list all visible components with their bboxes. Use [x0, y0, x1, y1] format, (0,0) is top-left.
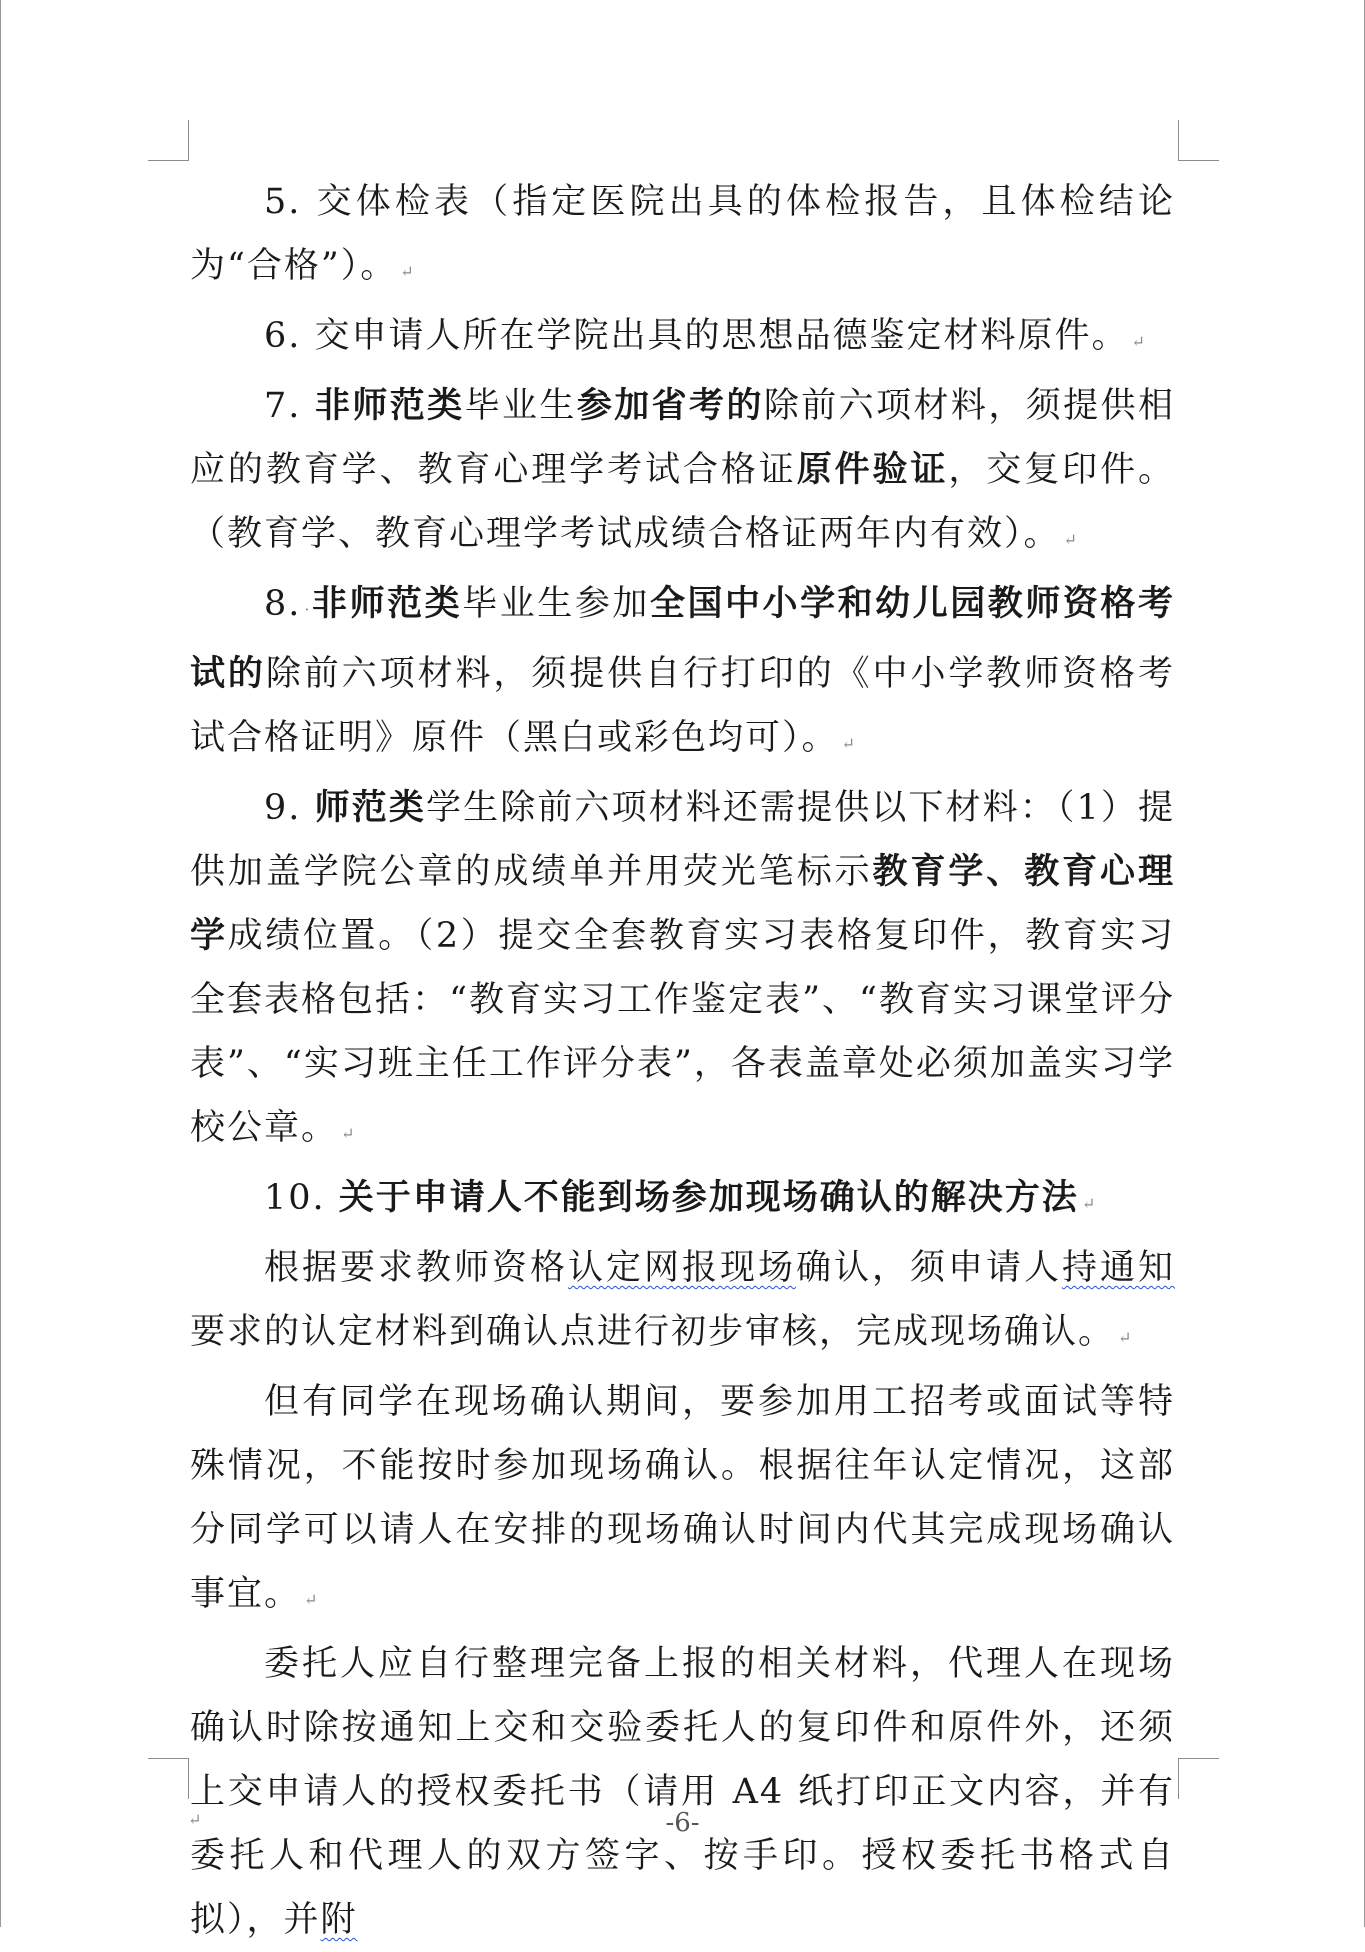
paragraph-mark-icon: ↵ — [400, 262, 416, 281]
paragraph-item-10: 10. 关于申请人不能到场参加现场确认的解决方法 ↵ — [264, 1177, 1098, 1218]
paragraph-item-11: 根据要求教师资格认定网报现场确认，须申请人持通知要求的认定材料到确认点进行初步审核，完成现场确认。 ↵ — [190, 1248, 1175, 1352]
paragraph-mark-icon: ↵ — [1063, 530, 1079, 549]
paragraph-item-12: 但有同学在现场确认期间，要参加用工招考或面试等特殊情况，不能按时参加现场确认。根据往年认定情况，这部分同学可以请人在安排的现场确认时间内代其完成现场确认事宜。 ↵ — [190, 1382, 1175, 1614]
page-number: -6- — [665, 1808, 700, 1838]
crop-mark-top-left — [148, 120, 189, 161]
spellcheck-underline: 附 — [320, 1900, 358, 1940]
paragraph-item-8: 8. ·非师范类毕业生参加全国中小学和幼儿园教师资格考试的除前六项材料，须提供自行打印的《中小学教师资格考试合格证明》原件（黑白或彩色均可）。 ↵ — [190, 583, 1175, 758]
space-mark-icon: · — [304, 600, 312, 619]
paragraph-mark-icon: ↵ — [1081, 1194, 1098, 1213]
paragraph-item-9: 9. 师范类学生除前六项材料还需提供以下材料：（1）提供加盖学院公章的成绩单并用荧光笔标示教育学、教育心理学成绩位置。（2）提交全套教育实习表格复印件，教育实习全套表格包括：“教育实习工作鉴定表”、“教育实习课堂评分表”、“实习班主任工作评分表”，各表盖章处必须加盖实习学校公章。 ↵ — [190, 787, 1175, 1148]
paragraph-item-5: 5. 交体检表（指定医院出具的体检报告，且体检结论为“合格”）。 ↵ — [190, 182, 1175, 286]
document-body[interactable] — [190, 170, 1175, 1952]
spellcheck-underline: 认定网报现场 — [567, 1248, 796, 1288]
crop-mark-bottom-left — [148, 1758, 189, 1799]
spellcheck-underline: 持通知 — [1061, 1248, 1175, 1288]
paragraph-mark-icon: ↵ — [1118, 1328, 1134, 1347]
paragraph-mark-icon: ↵ — [841, 734, 857, 753]
paragraph-item-6: 6. 交申请人所在学院出具的思想品德鉴定材料原件。 ↵ — [264, 316, 1147, 356]
paragraph-mark-icon: ↵ — [341, 1124, 357, 1143]
crop-mark-top-right — [1178, 120, 1219, 161]
paragraph-item-13: 委托人应自行整理完备上报的相关材料，代理人在现场确认时除按通知上交和交验委托人的复印件和原件外，还须上交申请人的授权委托书（请用 A4 纸打印正文内容，并有委托人和代理人的双方签字、按手印。授权委托书格式自拟），并附 — [190, 1644, 1175, 1940]
paragraph-item-7: 7. 非师范类毕业生参加省考的除前六项材料，须提供相应的教育学、教育心理学考试合格证原件验证，交复印件。（教育学、教育心理学考试成绩合格证两年内有效）。 ↵ — [190, 385, 1175, 554]
paragraph-mark-icon: ↵ — [304, 1590, 320, 1609]
paragraph-mark-icon: ↵ — [1131, 332, 1147, 351]
paragraph-mark-icon: ↵ — [188, 1810, 202, 1829]
crop-mark-bottom-right — [1178, 1758, 1219, 1799]
page-edge-left — [0, 0, 1, 1927]
